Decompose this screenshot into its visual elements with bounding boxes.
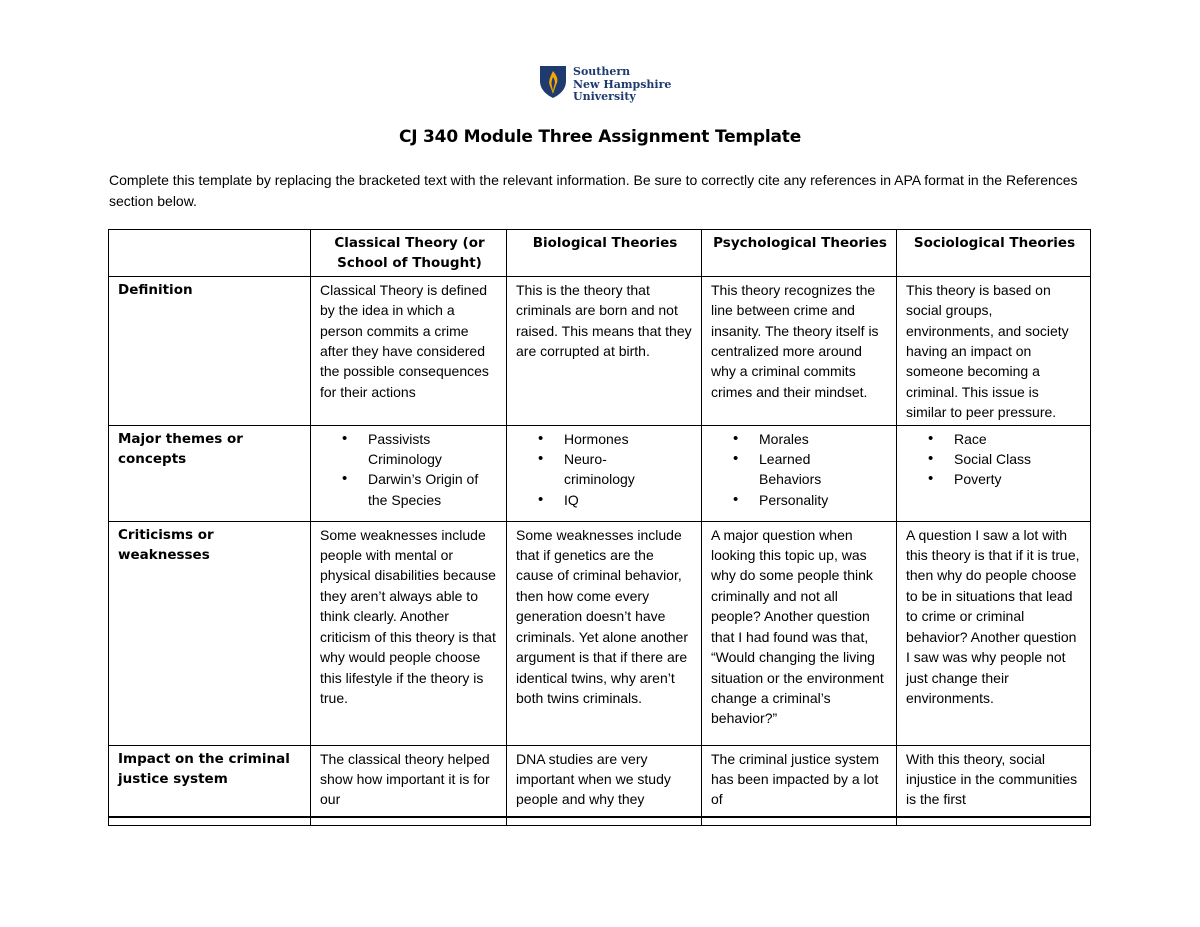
cell-themes-biological (507, 425, 702, 521)
cell-criticisms-sociological: A question I saw a lot with this theory is that if it is true, then why do people choose to be in situations that lead to crime or criminal behavior? Another question I saw was why people not just change their environments. (897, 521, 1091, 745)
header-biological: Biological Theories (507, 230, 702, 277)
header-sociological: Sociological Theories (897, 230, 1091, 277)
list-item: • Darwin’s Origin of the Species (320, 469, 499, 510)
header-classical: Classical Theory (or School of Thought) (311, 230, 507, 277)
cell-impact-psychological: The criminal justice system has been impacted by a lot of (702, 745, 897, 825)
list-item: • Passivists Criminology (320, 429, 499, 470)
table-row-themes (109, 425, 1091, 521)
cell-definition-classical: Classical Theory is defined by the idea in which a person commits a crime after they have considered the possible consequences for their actions (311, 276, 507, 425)
cell-definition-sociological: This theory is based on social groups, environments, and society having an impact on someone becoming a criminal. This issue is similar to peer pressure. (897, 276, 1091, 425)
row-label-impact: Impact on the criminal justice system (109, 745, 311, 825)
logo-line-1: Southern (573, 65, 631, 78)
themes-list-classical (320, 429, 499, 511)
row-label-themes: Major themes or concepts (109, 425, 311, 521)
header-empty (109, 230, 311, 277)
university-logo (539, 65, 671, 104)
page-title: CJ 340 Module Three Assignment Template (398, 127, 802, 147)
list-item: • Social Class (906, 449, 1083, 469)
table-bottom-border (108, 816, 1091, 818)
cell-impact-sociological: With this theory, social injustice in the communities is the first (897, 745, 1091, 825)
logo-line-2: New Hampshire (573, 77, 672, 91)
cell-definition-psychological: This theory recognizes the line between crime and insanity. The theory itself is centralized more around why a criminal commits crimes and their mindset. (702, 276, 897, 425)
list-item: • Hormones (516, 429, 694, 449)
list-item: • Poverty (906, 469, 1083, 489)
logo-line-3: University (573, 90, 636, 103)
themes-list-psychological (711, 429, 889, 511)
themes-list-biological (516, 429, 694, 511)
cell-impact-biological: DNA studies are very important when we study people and why they (507, 745, 702, 825)
header-psychological: Psychological Theories (702, 230, 897, 277)
themes-list-sociological (906, 429, 1083, 490)
cell-themes-sociological (897, 425, 1091, 521)
cell-definition-biological: This is the theory that criminals are born and not raised. This means that they are corrupted at birth. (507, 276, 702, 425)
cell-criticisms-biological: Some weaknesses include that if genetics are the cause of criminal behavior, then how come every generation doesn’t have criminals. Yet alone another argument is that if there are identical twins, why aren’t both twins criminals. (507, 521, 702, 745)
cell-themes-psychological (702, 425, 897, 521)
list-item: • Learned Behaviors (711, 449, 889, 490)
list-item: • Neuro-criminology (516, 449, 694, 490)
row-label-definition: Definition (109, 276, 311, 425)
logo-wordmark (573, 66, 671, 104)
cell-criticisms-psychological: A major question when looking this topic up, was why do some people think criminally and not all people? Another question that I had found was that, “Would changing the living situation or the environment change a criminal’s behavior?” (702, 521, 897, 745)
table-row-impact (109, 745, 1091, 825)
theories-table (108, 229, 1091, 826)
shield-flame-icon (539, 65, 567, 99)
table-row-criticisms (109, 521, 1091, 745)
list-item: • Race (906, 429, 1083, 449)
cell-criticisms-classical: Some weaknesses include people with mental or physical disabilities because they aren’t always able to think clearly. Another criticism of this theory is that why would people choose this lifestyle if the theory is true. (311, 521, 507, 745)
cell-impact-classical: The classical theory helped show how important it is for our (311, 745, 507, 825)
table-row-definition (109, 276, 1091, 425)
cell-themes-classical (311, 425, 507, 521)
list-item: • IQ (516, 490, 694, 510)
instructions-paragraph: Complete this template by replacing the bracketed text with the relevant information. Be sure to correctly cite any references in APA format in the References section below. (109, 172, 1078, 209)
table-header-row (109, 230, 1091, 277)
list-item: • Personality (711, 490, 889, 510)
list-item: • Morales (711, 429, 889, 449)
row-label-criticisms: Criticisms or weaknesses (109, 521, 311, 745)
